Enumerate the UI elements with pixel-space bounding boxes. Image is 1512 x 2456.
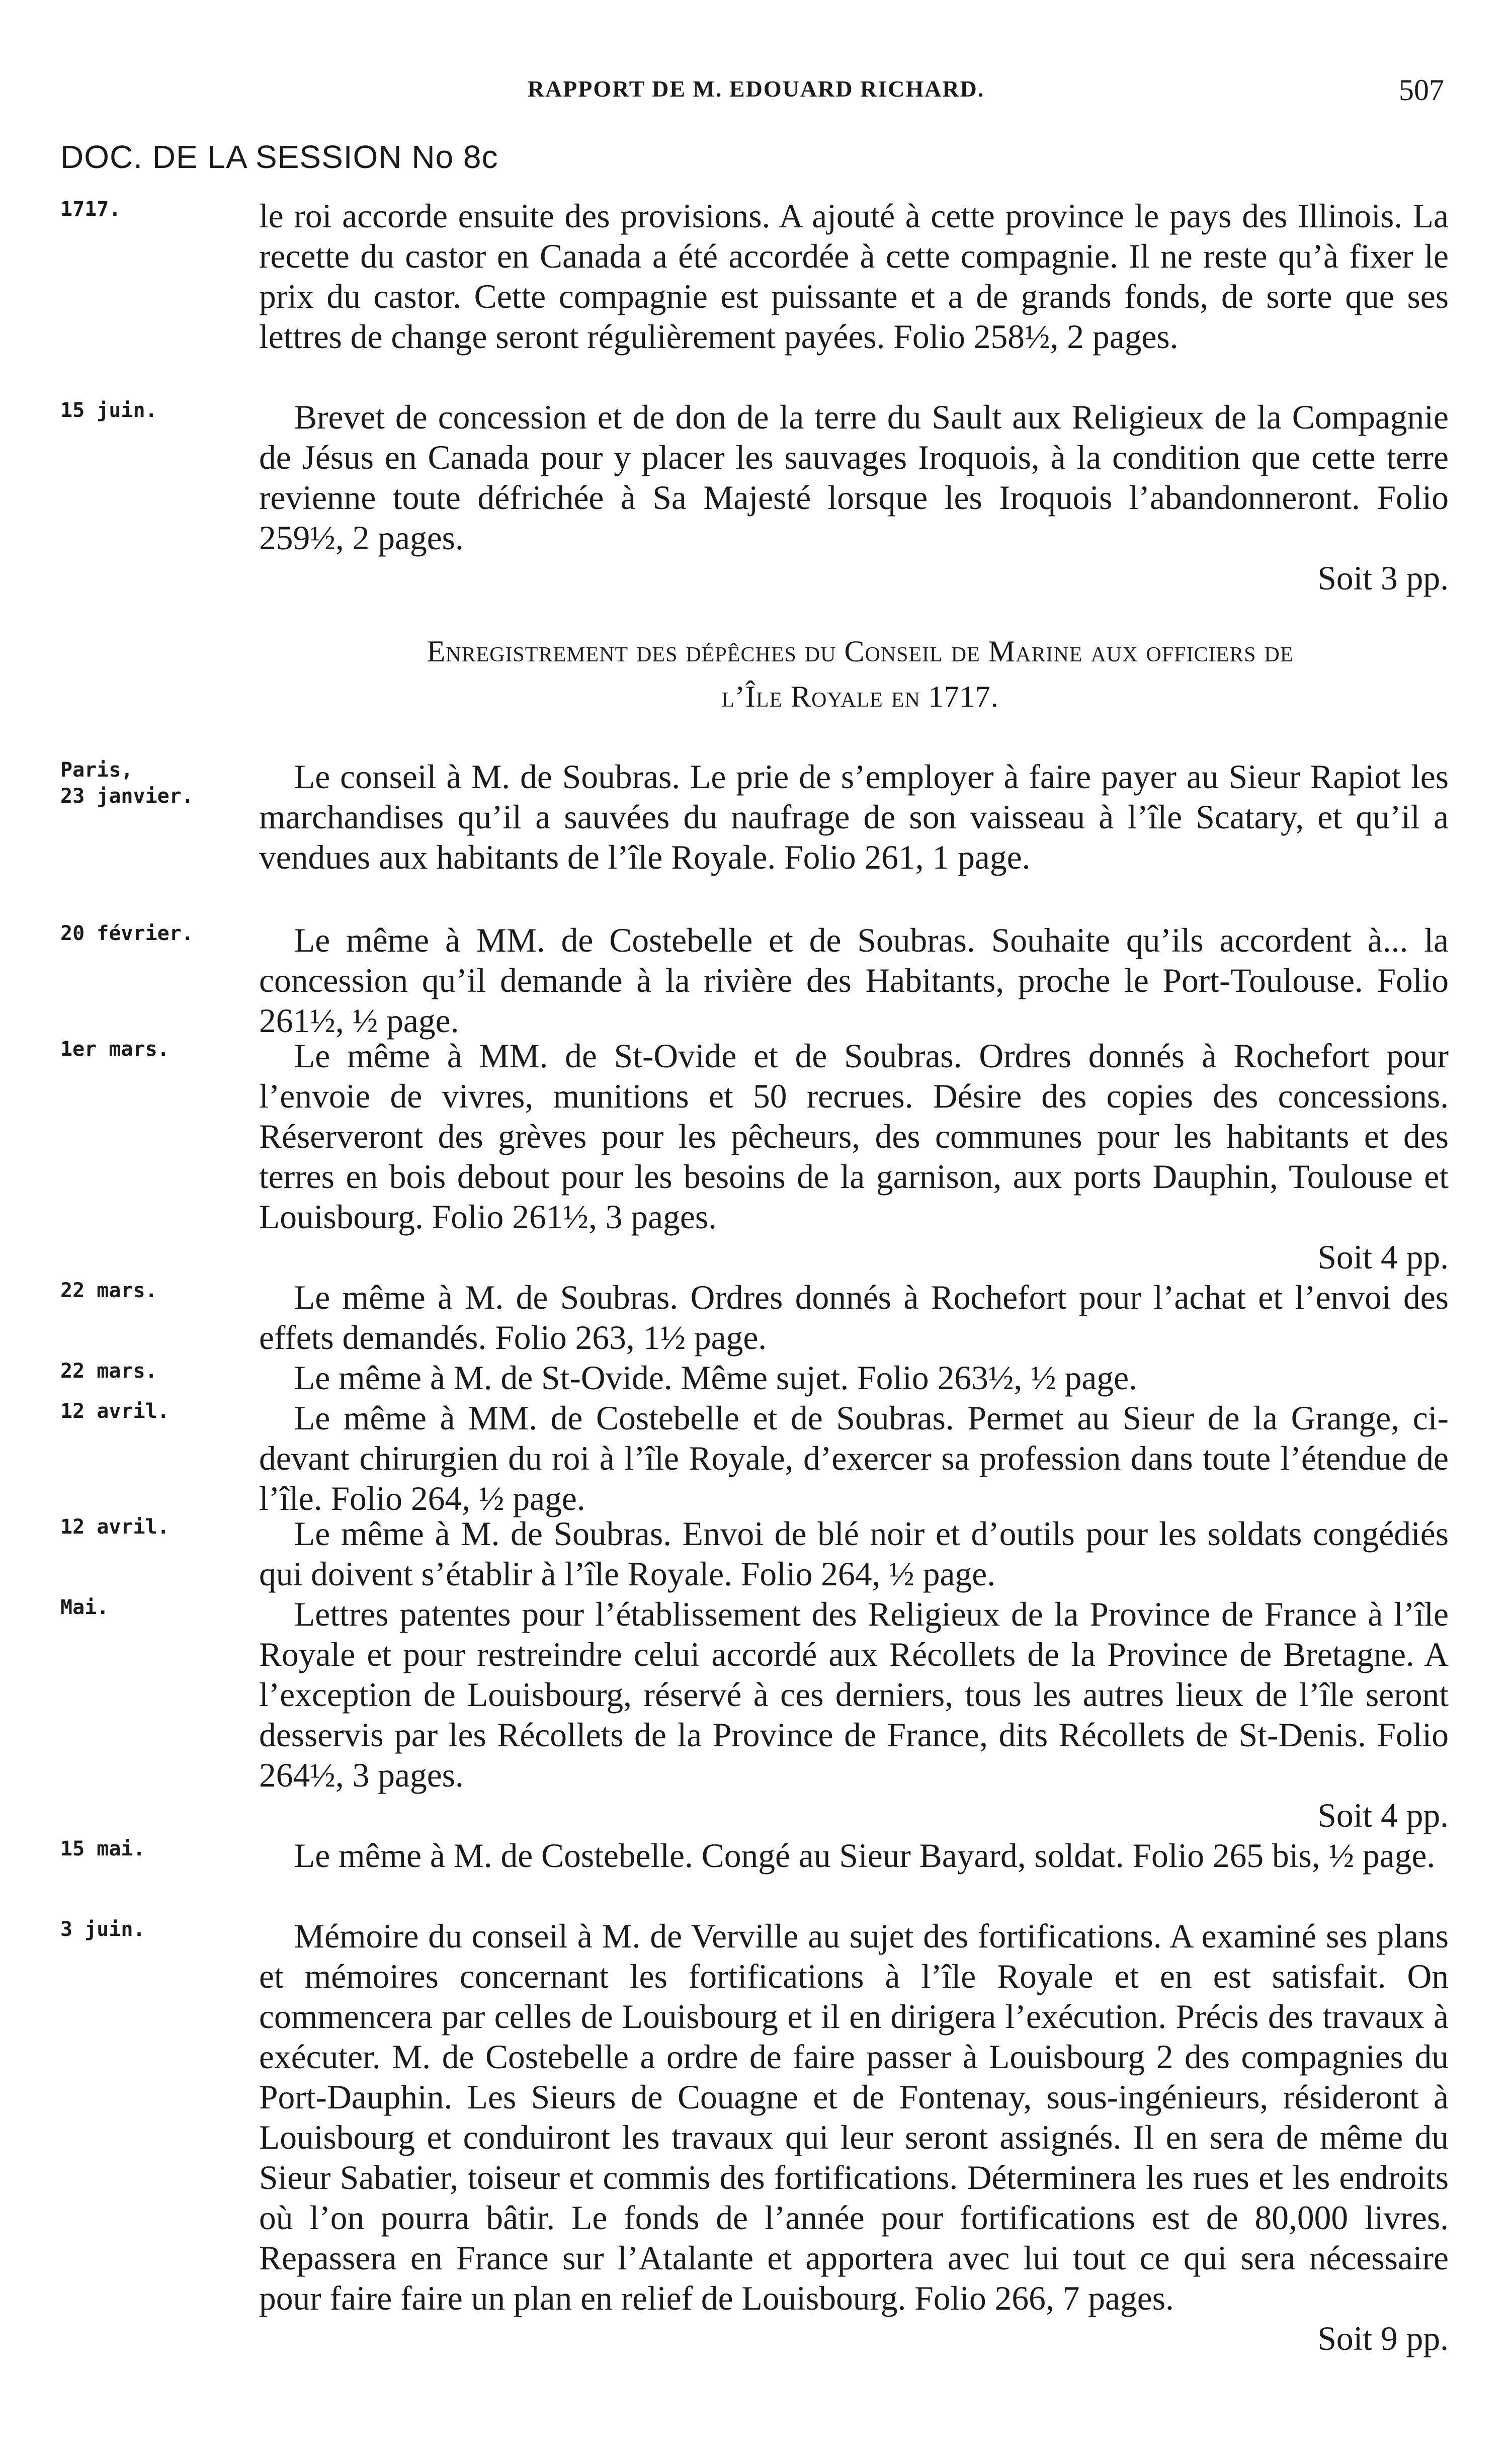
page-count: Soit 9 pp. (1317, 2320, 1449, 2357)
entry-text (259, 1514, 1449, 1594)
entry-text (259, 1036, 1449, 1278)
entry-body: Brevet de concession et de don de la terre du Sault aux Religieux de la Compagnie de Jésus en Canada pour y placer les sauvages Iroquois, à la condition que cette terre revienne toute défrichée à Sa Majesté lorsque les Iroquois l’abandonneront. Folio 259½, 2 pages. (259, 398, 1449, 557)
margin-date: 15 juin. (60, 399, 157, 422)
margin-date: 1er mars. (60, 1038, 170, 1061)
entry-text (259, 1916, 1449, 2359)
margin-date: 22 mars. (60, 1279, 157, 1302)
entry-text (259, 1594, 1449, 1836)
section-title-line-1: Enregistrement des dépêches du Conseil de Marine aux officiers de (427, 635, 1294, 668)
margin-date: 12 avril. (60, 1400, 170, 1423)
entry-text (259, 1398, 1449, 1519)
entry-text (259, 757, 1449, 878)
section-title-line-2: l’Île Royale en 1717. (721, 680, 999, 713)
entry-text (259, 1358, 1449, 1398)
margin-date: 20 février. (60, 922, 194, 945)
page-number: 507 (1399, 73, 1444, 107)
margin-date: 12 avril. (60, 1515, 170, 1539)
entry-body: Le même à M. de St-Ovide. Même sujet. Folio 263½, ½ page. (294, 1359, 1137, 1397)
margin-date: Paris, 23 janvier. (60, 758, 194, 808)
entry-body: Le même à MM. de Costebelle et de Soubras. Permet au Sieur de la Grange, ci-devant chirurgien du roi à l’île Royale, d’exercer sa profession dans toute l’étendue de l’île. Folio 264, ½ page. (259, 1399, 1449, 1517)
margin-date: 22 mars. (60, 1360, 157, 1383)
entry-body: Le même à M. de Soubras. Envoi de blé noir et d’outils pour les soldats congédiés qui doivent s’établir à l’île Royale. Folio 264, ½ page. (259, 1515, 1449, 1593)
margin-date: 3 juin. (60, 1918, 145, 1941)
entry-text (259, 397, 1449, 599)
session-label: DOC. DE LA SESSION No 8c (60, 139, 498, 175)
margin-date: 15 mai. (60, 1837, 145, 1860)
entry-body: Lettres patentes pour l’établissement des Religieux de la Province de France à l’île Royale et pour restreindre celui accordé aux Récollets de la Province de Bretagne. A l’exception de Louisbourg, réservé à ces derniers, tous les autres lieux de l’île seront desservis par les Récollets de la Province de France, dits Récollets de St-Denis. Folio 264½, 3 pages. (259, 1595, 1449, 1794)
section-title (272, 629, 1449, 719)
entry-text (259, 1836, 1449, 1876)
entry-body: Mémoire du conseil à M. de Verville au sujet des fortifications. A examiné ses plans et mémoires concernant les fortifications à l’île Royale et en est satisfait. On commencera par celles de Louisbourg et il en dirigera l’exécution. Précis des travaux à exécuter. M. de Costebelle a ordre de faire passer à Louisbourg 2 des compagnies du Port-Dauphin. Les Sieurs de Couagne et de Fontenay, sous-ingénieurs, résideront à Louisbourg et conduiront les travaux qui leur seront assignés. Il en sera de même du Sieur Sabatier, toiseur et commis des fortifications. Déterminera les rues et les endroits où l’on pourra bâtir. Le fonds de l’année pour fortifications est de 80,000 livres. Repassera en France sur l’Atalante et apportera avec lui tout ce qui sera nécessaire pour faire faire un plan en relief de Louisbourg. Folio 266, 7 pages. (259, 1917, 1449, 2317)
entry-body: Le même à MM. de St-Ovide et de Soubras. Ordres donnés à Rochefort pour l’envoie de vivres, munitions et 50 recrues. Désire des copies des concessions. Réserveront des grèves pour les pêcheurs, des communes pour les habitants et des terres en bois debout pour les besoins de la garnison, aux ports Dauphin, Toulouse et Louisbourg. Folio 261½, 3 pages. (259, 1037, 1449, 1236)
entry-body: le roi accorde ensuite des provisions. A ajouté à cette province le pays des Illinois. La recette du castor en Canada a été accordée à cette compagnie. Il ne reste qu’à fixer le prix du castor. Cette compagnie est puissante et a de grands fonds, de sorte que ses lettres de change seront régulièrement payées. Folio 258½, 2 pages. (259, 197, 1449, 356)
page-count: Soit 4 pp. (1317, 1797, 1449, 1834)
page-count: Soit 3 pp. (1317, 559, 1449, 597)
entry-body: Le conseil à M. de Soubras. Le prie de s’employer à faire payer au Sieur Rapiot les marchandises qu’il a sauvées du naufrage de son vaisseau à l’île Scatary, et qu’il a vendues aux habitants de l’île Royale. Folio 261, 1 page. (259, 758, 1449, 876)
margin-date: 1717. (60, 198, 121, 221)
page-count: Soit 4 pp. (1317, 1238, 1449, 1276)
entry-body: Le même à MM. de Costebelle et de Soubras. Souhaite qu’ils accordent à... la concession qu’il demande à la rivière des Habitants, proche le Port-Toulouse. Folio 261½, ½ page. (259, 921, 1449, 1040)
entry-body: Le même à M. de Soubras. Ordres donnés à Rochefort pour l’achat et l’envoi des effets demandés. Folio 263, 1½ page. (259, 1279, 1449, 1357)
entry-text (259, 920, 1449, 1041)
entry-text (259, 196, 1449, 357)
entry-text (259, 1278, 1449, 1358)
entry-body: Le même à M. de Costebelle. Congé au Sieur Bayard, soldat. Folio 265 bis, ½ page. (294, 1837, 1436, 1875)
margin-date: Mai. (60, 1596, 109, 1619)
running-head: RAPPORT DE M. EDOUARD RICHARD. (527, 76, 985, 102)
